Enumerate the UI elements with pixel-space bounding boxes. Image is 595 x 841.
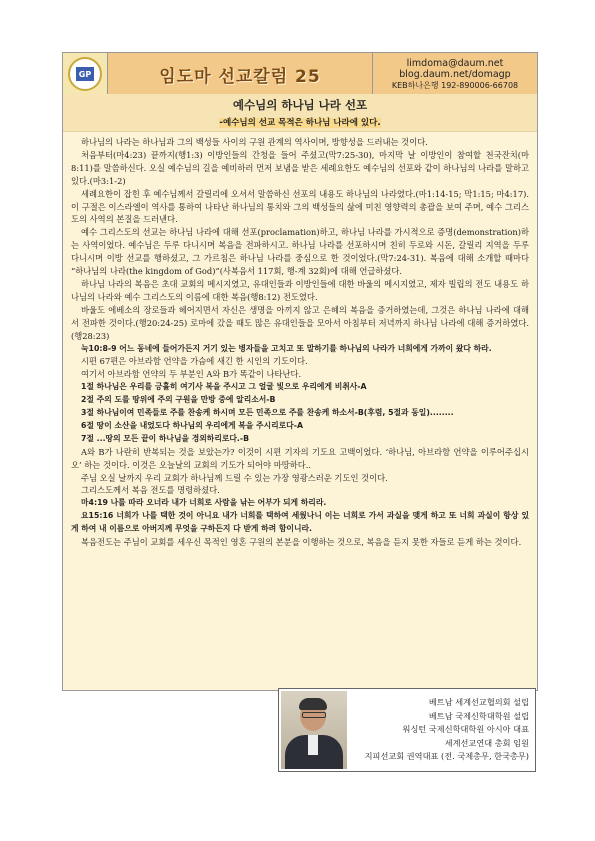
- gp-emblem-icon: [68, 57, 102, 91]
- article-subhead: [63, 116, 537, 128]
- logo-area: [63, 53, 108, 95]
- email-address: limdoma@daum.net: [406, 57, 504, 69]
- scripture-quote-luke: 눅10:8-9 어느 동네에 들어가든지 거기 있는 병자들을 고치고 또 말하기를 하나님의 나라가 너희에게 가까이 왔다 하라.: [81, 343, 492, 353]
- headline-area: [63, 94, 537, 132]
- author-box: [278, 688, 536, 772]
- paragraph-1: 하나님의 나라는 하나님과 그의 백성들 사이의 구원 관계의 역사이며, 방향성을 드러내는 것이다.: [81, 137, 428, 147]
- article-box: [62, 94, 538, 691]
- paragraph-3: 세례요한이 잡힌 후 예수님께서 갈릴리에 오셔서 말씀하신 선포의 내용도 하나님의 나라였다.(마1:14-15; 막1:15; 마4:17). 이 구절은 이스라엘이 역사를 통하여 나타난 하나님의 통치와 그의 백성들의 삶에 미친 영향력의 총괄을 보여 주며, 예수 그리스도의 사역의 본질을 드러낸다.: [71, 188, 529, 225]
- bank-account: KEB하나은행 192-890006-66708: [391, 80, 519, 90]
- title-area: [108, 53, 373, 95]
- credential-2: 베트남 국제신학대학원 설립: [428, 710, 529, 721]
- author-photo: [281, 691, 347, 769]
- psalm-verse-7: 7절 ...땅의 모든 끝이 하나님을 경외하리로다.-B: [81, 433, 250, 443]
- paragraph-4: 예수 그리스도의 선교는 하나님 나라에 대해 선포(proclamation)하고, 하나님 나라를 가시적으로 증명(demonstration)하는 사역이었다. 예수님은 두루 다니시며 복음을 전파하시고. 하나님 나라를 선포하시며 친히 두로와 시돈, 갈릴리 지역을 두루 다니시며 이방 선교를 행하셨고, 그 가르침은 하나님 나라를 중심으로 한 것이었다.(막7:24-31). 복음에 대해 소개할 때마다 “하나님의 나라(the kingdom of God)”(사복음서 117회, 행-계 32회)에 대해 언급하셨다.: [71, 227, 529, 277]
- article-headline: 예수님의 하나님 나라 선포: [232, 98, 368, 112]
- scripture-quote-john: 요15:16 너희가 나를 택한 것이 아니요 내가 너희를 택하여 세웠나니 이는 너희로 가서 과실을 맺게 하고 또 너희 과실이 항상 있게 하여 내 이름으로 아버지께 무엇을 구하든지 다 받게 하려 함이니라.: [71, 511, 529, 534]
- article-body: [63, 132, 537, 549]
- paragraph-7: 시편 67편은 아브라함 언약을 가슴에 새긴 한 시인의 기도이다.: [81, 356, 308, 367]
- scripture-quote-matthew: 마4:19 나를 따라 오너라 내가 너희로 사람을 낚는 어부가 되게 하리라.: [81, 498, 327, 508]
- paragraph-9: A와 B가 나란히 반복되는 것을 보았는가? 이것이 시편 기자의 기도요 고백이었다. ‘하나님, 아브라함 언약을 이루어주십시오’ 하는 것이다. 이것은 오늘날의 교회의 기도가 되어야 마땅하다..: [71, 446, 529, 470]
- credential-5: 지피선교회 권역대표 (전. 국제총무, 한국총무): [364, 751, 529, 762]
- paragraph-11: 그리스도께서 복음 전도를 명령하셨다.: [81, 485, 220, 496]
- credential-1: 베트남 세계선교협의회 설립: [428, 697, 529, 708]
- column-header: [62, 52, 538, 96]
- subhead-text: -예수님의 선교 목적은 하나님 나라에 있다.: [219, 118, 381, 128]
- column-title: 임도마 선교칼럼 25: [159, 66, 321, 87]
- paragraph-5: 하나님 나라의 복음은 초대 교회의 메시지였고, 유대인들과 이방인들에 대한 바울의 메시지였고, 제자 빌립의 전도 내용도 하나님의 나라와 예수 그리스도의 이름에 대한 복음(행8:12) 전도였다.: [71, 278, 529, 302]
- paragraph-10: 주님 오실 날까지 우리 교회가 하나님께 드릴 수 있는 가장 영광스러운 기도인 것이다.: [81, 472, 388, 483]
- credential-4: 세계선교연대 총회 임원: [444, 737, 529, 748]
- paragraph-6: 바울도 에베소의 장로들과 헤어지면서 자신은 생명을 아끼지 않고 은혜의 복음을 증거하였는데, 그것은 하나님 나라에 대해서 전파한 것이다.(행20:24-25) 로마에 갔을 때도 많은 유대인들을 모아서 아침부터 저녁까지 하나님 나라에 대해 증거하였다.(행28:23): [71, 304, 529, 341]
- paragraph-12: 복음전도는 주님이 교회를 세우신 목적인 영혼 구원의 본분을 이행하는 것으로, 복음을 듣지 못한 자들로 듣게 하는 것이다.: [81, 537, 522, 548]
- psalm-verse-6: 6절 땅이 소산을 내었도다 하나님의 우리에게 복을 주시리로다-A: [81, 420, 303, 430]
- paragraph-8: 여기서 아브라함 언약의 두 부분인 A와 B가 똑같이 나타난다.: [81, 369, 302, 380]
- psalm-verse-2: 2절 주의 도를 땅위에 주의 구원을 만방 중에 알리소서-B: [81, 395, 276, 405]
- author-credentials: [349, 689, 535, 771]
- psalm-verse-3: 3절 하나님이여 민족들로 주를 찬송케 하시며 모든 민족으로 주를 찬송케 하소서-B(후렴, 5절과 동일)........: [81, 408, 454, 418]
- paragraph-2: 처음부터(마4:23) 끝까지(행1:3) 이방인들의 간청을 들어 주셨고(막7:25-30), 마지막 날 이방인이 참여할 천국잔치(마8:11)를 말씀하신다. 오실 예수님의 길을 예비하러 먼저 보냄을 받은 세례요한도 예수님의 선포와 같이 하나님의 나라를 말하고 있다.(마3:1-2): [71, 149, 529, 186]
- credential-3: 워싱턴 국제신학대학원 아시아 대표: [402, 724, 529, 735]
- contact-info: [373, 53, 537, 95]
- psalm-verse-1: 1절 하나님은 우리를 긍휼히 여기사 복을 주시고 그 얼굴 빛으로 우리에게 비취사-A: [81, 382, 367, 392]
- blog-address: blog.daum.net/domagp: [399, 68, 511, 80]
- logo-text: GP: [76, 67, 94, 81]
